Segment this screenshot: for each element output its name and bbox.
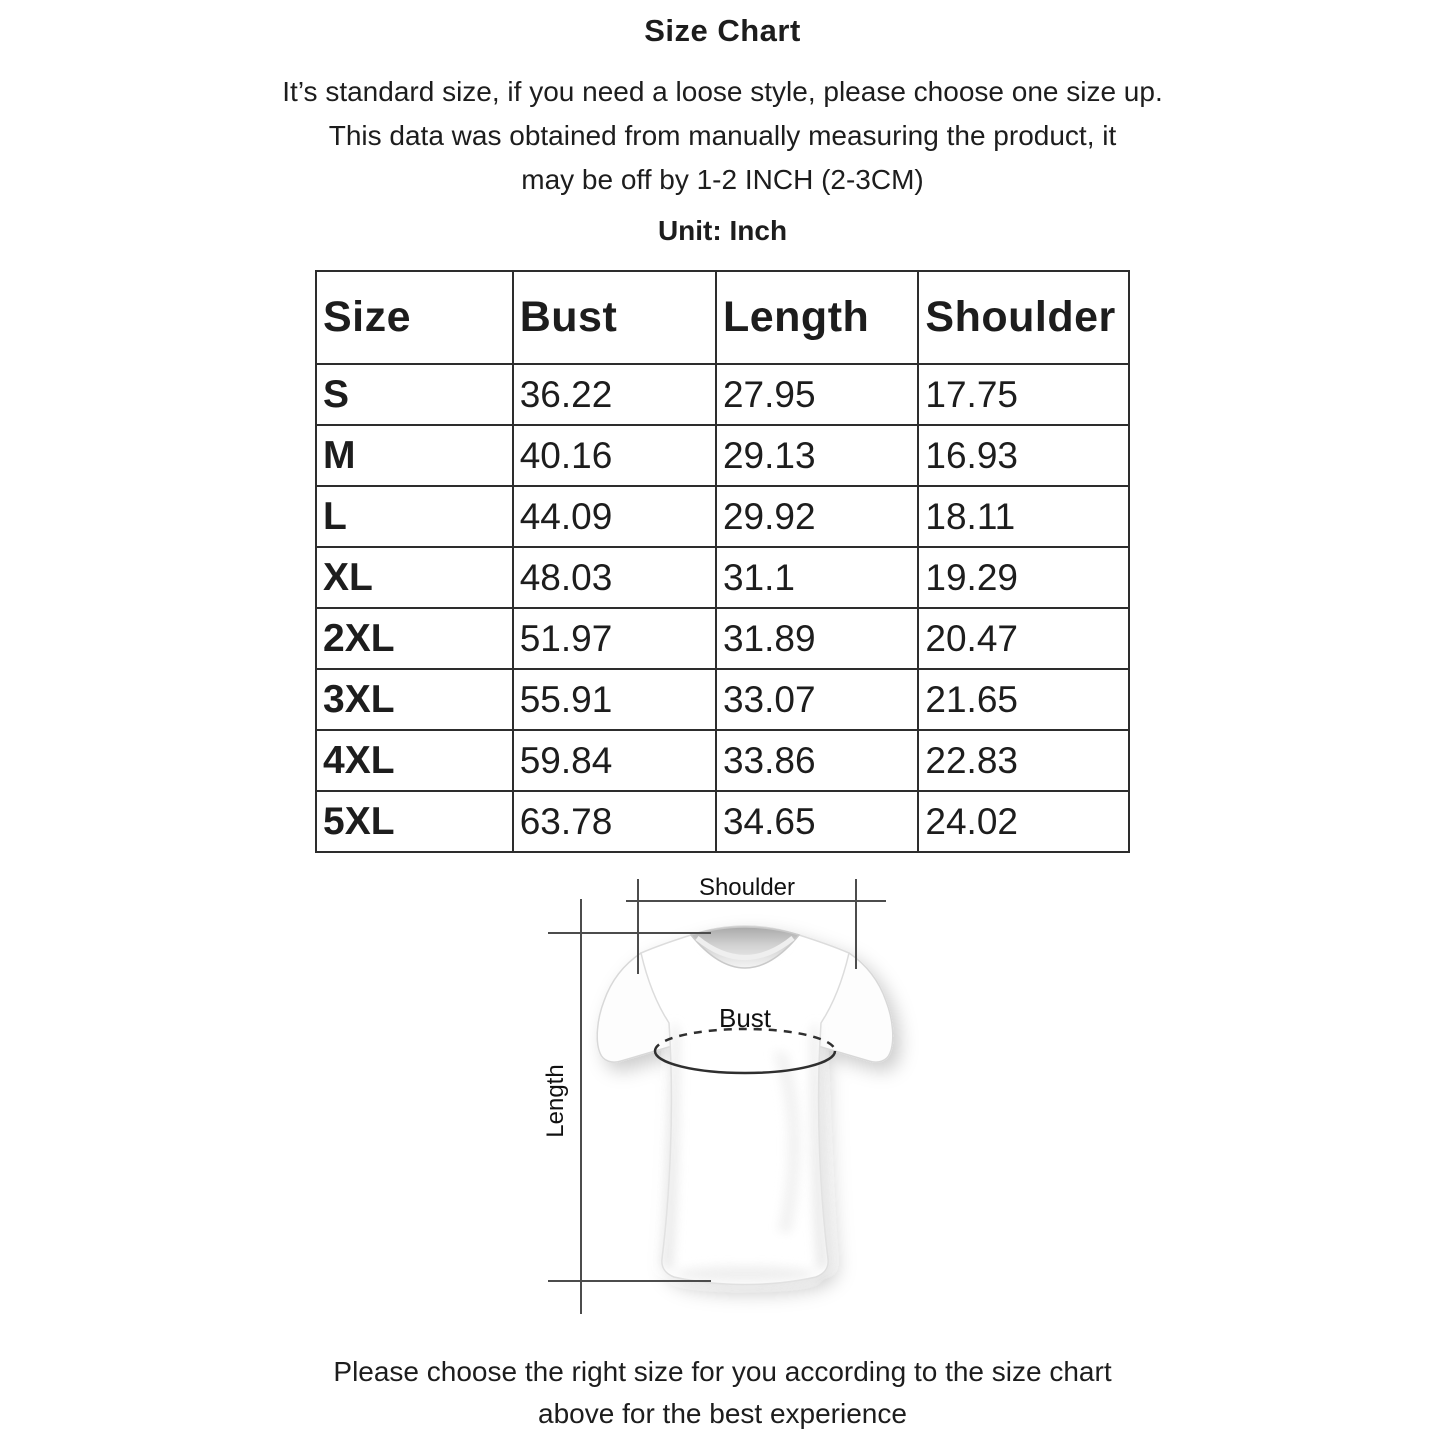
cell-size: S: [316, 364, 513, 425]
table-row-3xl: [316, 669, 1129, 730]
cell-size: M: [316, 425, 513, 486]
cell-size: XL: [316, 547, 513, 608]
cell-shoulder: 20.47: [918, 608, 1129, 669]
footer-line: Please choose the right size for you according to the size chart: [333, 1356, 1112, 1387]
cell-shoulder: 17.75: [918, 364, 1129, 425]
intro-text: [0, 70, 1445, 202]
cell-bust: 63.78: [513, 791, 716, 852]
cell-size: 2XL: [316, 608, 513, 669]
cell-length: 31.1: [716, 547, 918, 608]
cell-shoulder: 21.65: [918, 669, 1129, 730]
table-row-l: [316, 486, 1129, 547]
footer-note: [0, 1351, 1445, 1435]
cell-shoulder: 16.93: [918, 425, 1129, 486]
cell-size: L: [316, 486, 513, 547]
cell-length: 31.89: [716, 608, 918, 669]
length-label: Length: [541, 1064, 569, 1138]
unit-label: Unit: Inch: [657, 215, 788, 246]
page-title: Size Chart: [644, 13, 801, 48]
measurement-diagram: [0, 871, 1445, 1341]
cell-shoulder: 18.11: [918, 486, 1129, 547]
cell-length: 27.95: [716, 364, 918, 425]
shoulder-label: Shoulder: [698, 874, 795, 901]
cell-shoulder: 24.02: [918, 791, 1129, 852]
cell-bust: 44.09: [513, 486, 716, 547]
table-row-2xl: [316, 608, 1129, 669]
column-header-shoulder: Shoulder: [918, 271, 1129, 364]
cell-shoulder: 19.29: [918, 547, 1129, 608]
footer-line: above for the best experience: [538, 1398, 907, 1429]
table-row-4xl: [316, 730, 1129, 791]
table-row-s: [316, 364, 1129, 425]
bust-label: Bust: [718, 1003, 771, 1033]
cell-bust: 55.91: [513, 669, 716, 730]
cell-length: 33.86: [716, 730, 918, 791]
cell-length: 34.65: [716, 791, 918, 852]
table-row-5xl: [316, 791, 1129, 852]
column-header-size: Size: [316, 271, 513, 364]
intro-line: may be off by 1-2 INCH (2-3CM): [521, 164, 924, 195]
tshirt-illustration: [523, 871, 923, 1341]
size-table-header-row: [316, 271, 1129, 364]
cell-bust: 36.22: [513, 364, 716, 425]
column-header-length: Length: [716, 271, 918, 364]
table-row-xl: [316, 547, 1129, 608]
cell-length: 29.92: [716, 486, 918, 547]
cell-size: 4XL: [316, 730, 513, 791]
intro-line: This data was obtained from manually measuring the product, it: [328, 120, 1117, 151]
cell-bust: 48.03: [513, 547, 716, 608]
column-header-bust: Bust: [513, 271, 716, 364]
cell-bust: 40.16: [513, 425, 716, 486]
cell-bust: 59.84: [513, 730, 716, 791]
intro-line: It’s standard size, if you need a loose style, please choose one size up.: [282, 76, 1163, 107]
size-table: [315, 270, 1130, 853]
cell-size: 5XL: [316, 791, 513, 852]
cell-size: 3XL: [316, 669, 513, 730]
table-row-m: [316, 425, 1129, 486]
cell-shoulder: 22.83: [918, 730, 1129, 791]
cell-length: 29.13: [716, 425, 918, 486]
cell-bust: 51.97: [513, 608, 716, 669]
cell-length: 33.07: [716, 669, 918, 730]
tshirt-graphic: [597, 926, 893, 1285]
